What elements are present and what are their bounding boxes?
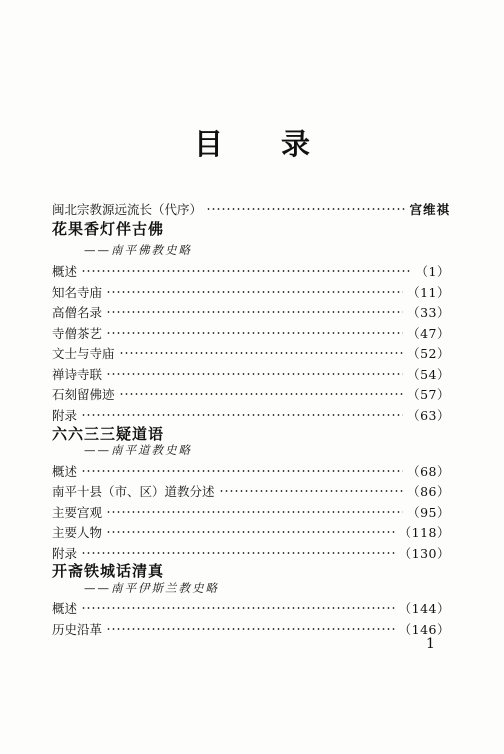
toc-entry[interactable] [52, 344, 450, 362]
toc-entry-label: 高僧名录 [52, 305, 103, 320]
toc-entry-page: （1） [415, 264, 450, 279]
toc-entry-label: 寺僧茶艺 [52, 326, 103, 341]
toc-entry-label: 概述 [52, 601, 78, 616]
toc-entry-page: （47） [407, 326, 450, 341]
dot-leader [106, 311, 403, 313]
toc-entry[interactable] [52, 462, 450, 480]
toc-entry-label: 历史沿革 [52, 622, 103, 637]
toc-entry[interactable] [52, 482, 450, 500]
toc-entry-label: 主要人物 [52, 525, 103, 540]
toc-entry-label: 知名寺庙 [52, 285, 103, 300]
toc-entry-page: （146） [398, 622, 450, 637]
toc-entry-label: 概述 [52, 464, 78, 479]
toc-entry-page: （95） [407, 505, 450, 520]
toc-entry[interactable] [52, 365, 450, 383]
section-heading: 花果香灯伴古佛 [52, 220, 165, 238]
toc-entry-label: 附录 [52, 408, 78, 423]
toc-entry-label: 主要宫观 [52, 505, 103, 520]
toc-entry-page: （68） [407, 464, 450, 479]
dot-leader [119, 393, 404, 395]
dot-leader [206, 208, 405, 210]
toc-entry[interactable] [52, 324, 450, 342]
dot-leader [106, 511, 403, 513]
dot-leader [106, 291, 403, 293]
section-subtitle: ——南平伊斯兰教史略 [84, 581, 219, 595]
toc-entry-label: 文士与寺庙 [52, 346, 115, 361]
toc-entry[interactable] [52, 303, 450, 321]
toc-entry-label: 附录 [52, 546, 78, 561]
dot-leader [81, 607, 395, 609]
dot-leader [106, 332, 403, 334]
section-subtitle: ——南平道教史略 [84, 443, 192, 457]
toc-entry[interactable] [52, 262, 450, 280]
toc-entry-preface[interactable] [52, 200, 450, 218]
toc-entry[interactable] [52, 385, 450, 403]
toc-entry-label: 概述 [52, 264, 78, 279]
toc-entry-label: 闽北宗教源远流长（代序） [52, 202, 203, 217]
toc-entry[interactable] [52, 406, 450, 424]
toc-entry[interactable] [52, 523, 450, 541]
toc-entry[interactable] [52, 620, 450, 638]
dot-leader [119, 352, 404, 354]
dot-leader [106, 628, 395, 630]
section-heading: 开斋铁城话清真 [52, 562, 165, 580]
toc-entry-author: 宫维祺 [409, 202, 450, 217]
dot-leader [106, 373, 403, 375]
dot-leader [81, 414, 403, 416]
dot-leader [106, 531, 395, 533]
toc-entry-page: （33） [407, 305, 450, 320]
toc-entry-page: （63） [407, 408, 450, 423]
dot-leader [219, 490, 404, 492]
toc-entry-page: （86） [407, 484, 450, 499]
toc-entry-label: 禅诗寺联 [52, 367, 103, 382]
toc-entry-page: （118） [398, 525, 450, 540]
toc-entry-page: （54） [407, 367, 450, 382]
toc-entry[interactable] [52, 283, 450, 301]
toc-entry-label: 石刻留佛迹 [52, 387, 115, 402]
section-subtitle: ——南平佛教史略 [84, 243, 192, 257]
toc-entry-page: （52） [407, 346, 450, 361]
toc-entry-label: 南平十县（市、区）道教分述 [52, 484, 215, 499]
dot-leader [81, 270, 412, 272]
dot-leader [81, 552, 395, 554]
dot-leader [81, 470, 403, 472]
toc-entry-page: （57） [407, 387, 450, 402]
toc-entry[interactable] [52, 599, 450, 617]
section-heading: 六六三三疑道语 [52, 425, 165, 443]
toc-entry-page: （130） [398, 546, 450, 561]
toc-entry-page: （144） [398, 601, 450, 616]
page-title: 目 录 [193, 127, 335, 161]
toc-entry-page: （11） [407, 285, 450, 300]
toc-entry[interactable] [52, 503, 450, 521]
page-number: 1 [426, 636, 435, 652]
